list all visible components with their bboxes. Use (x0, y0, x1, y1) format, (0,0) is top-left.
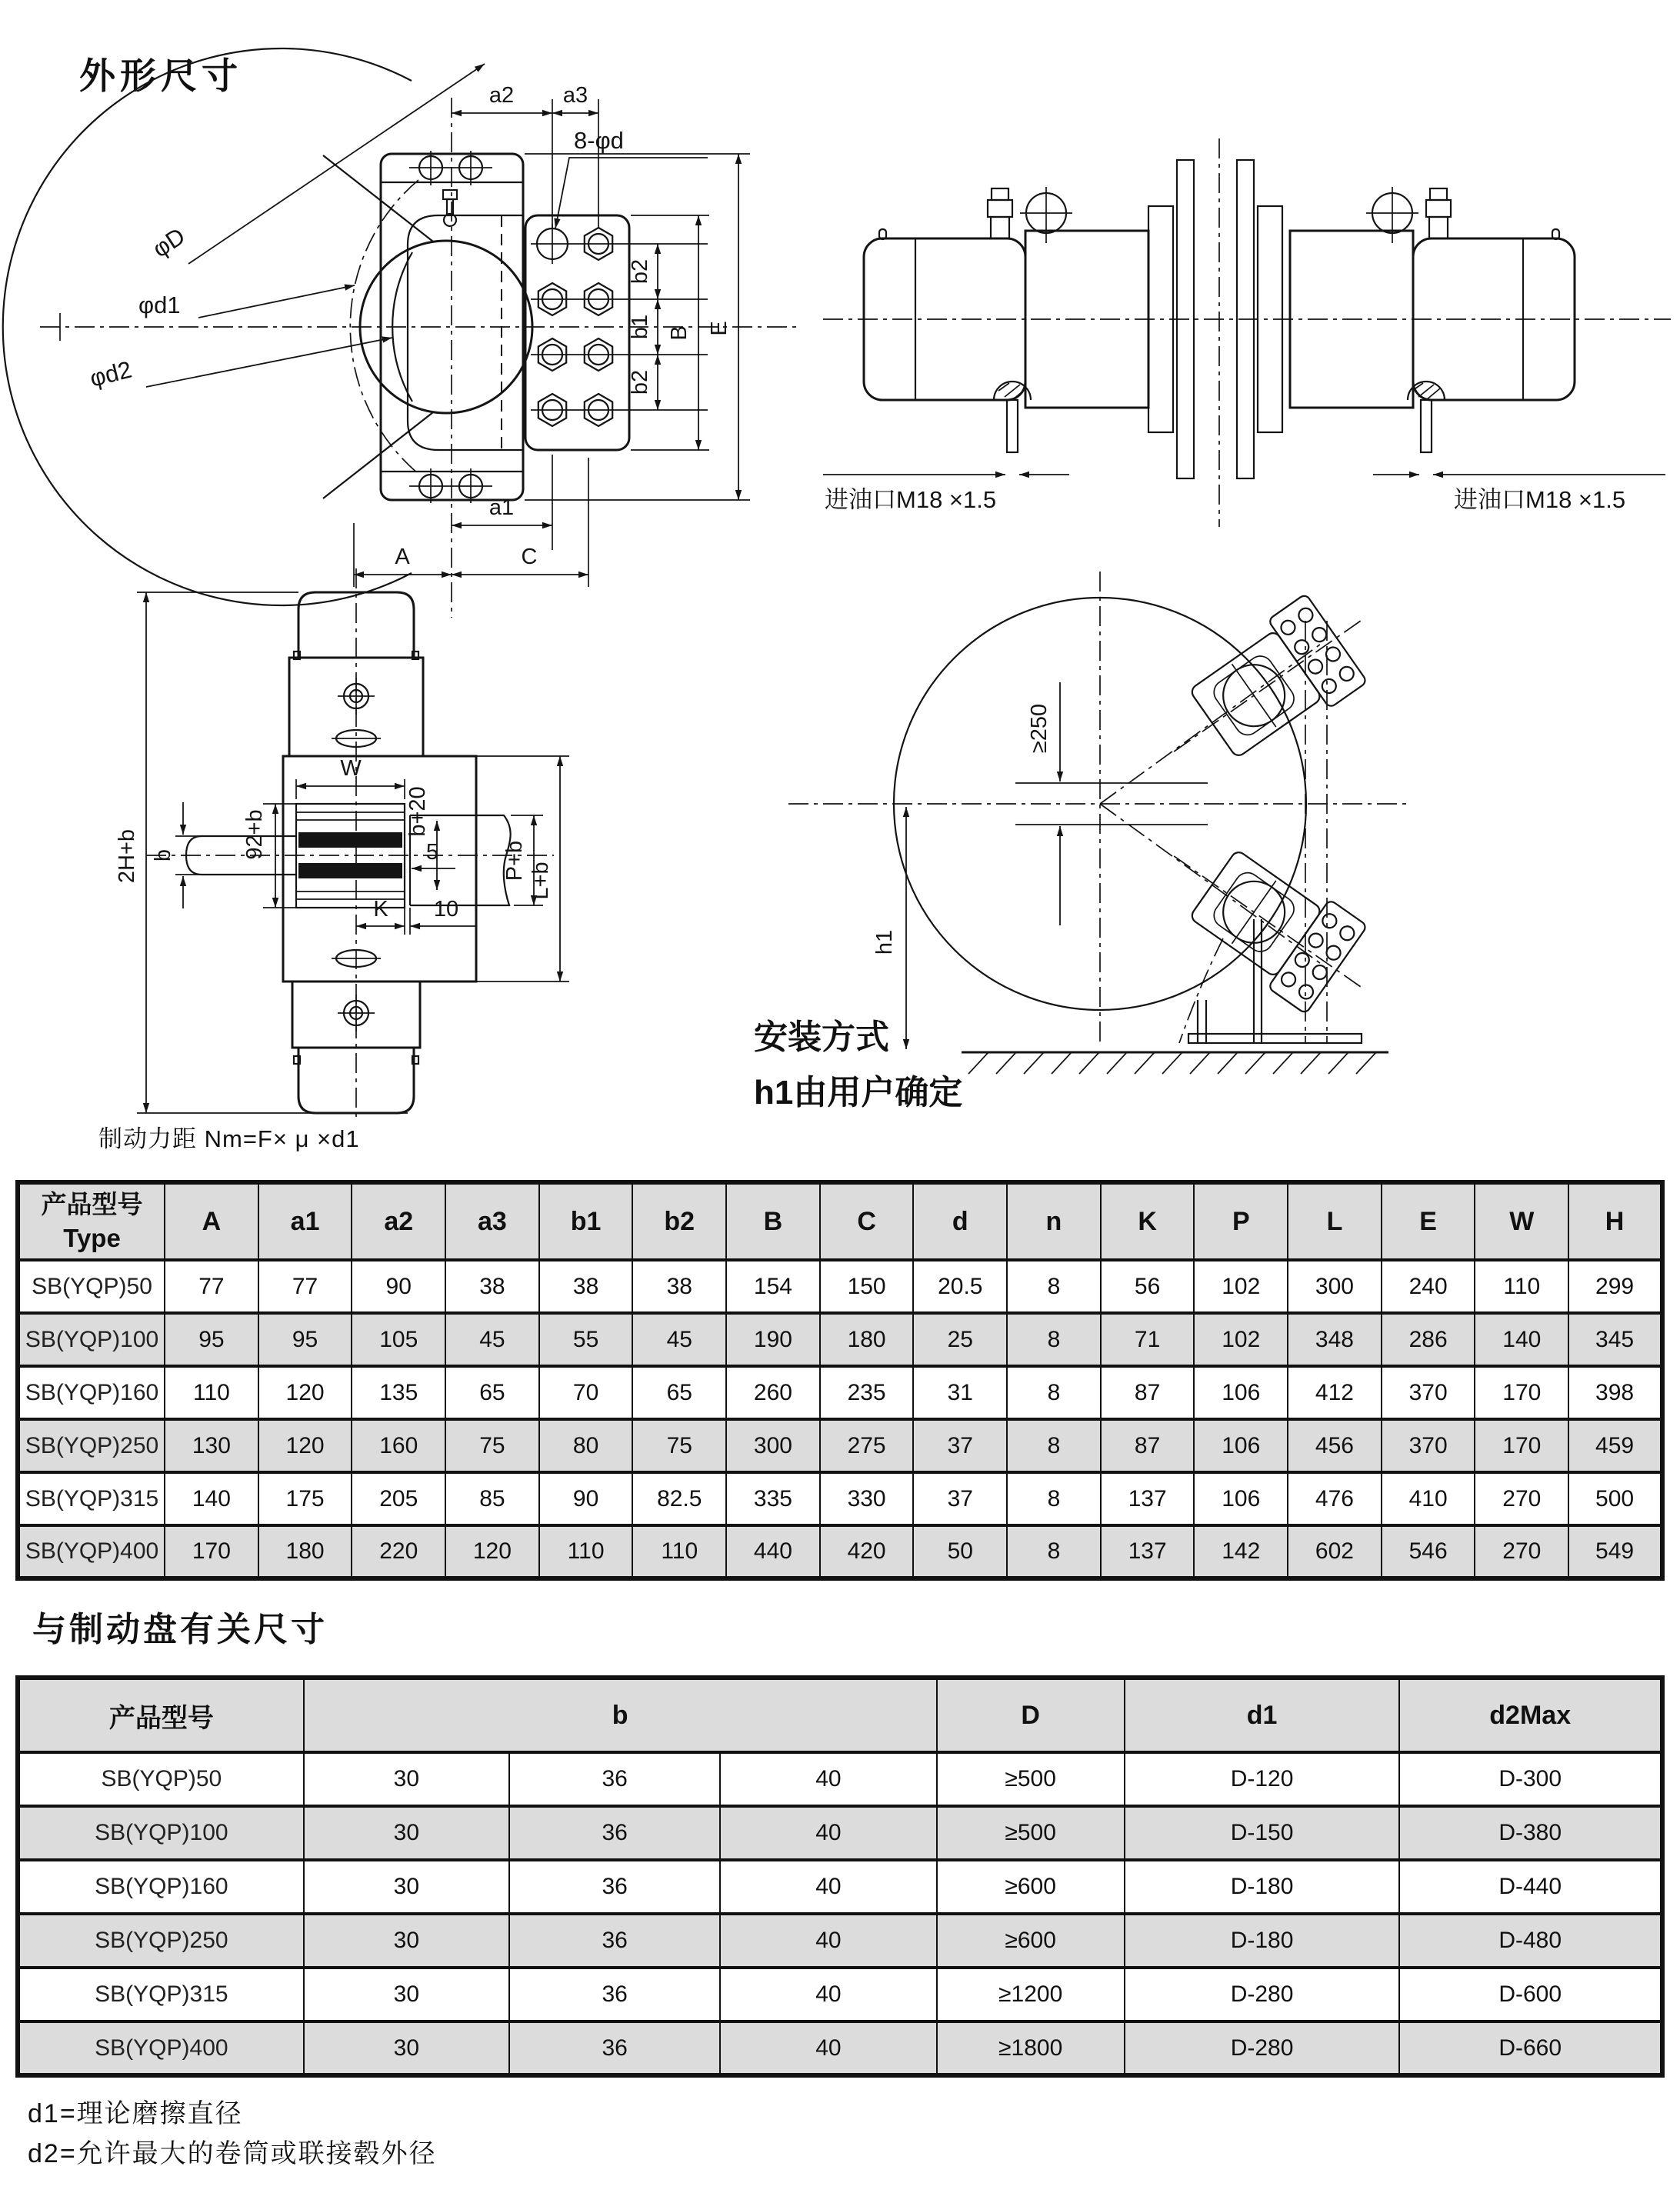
b-label: b (151, 848, 175, 862)
value-H: 398 (1568, 1366, 1662, 1419)
value-b1: 30 (304, 2021, 509, 2075)
value-b2: 36 (509, 1860, 720, 1914)
disc-section-title: 与制动盘有关尺寸 (32, 1611, 328, 1648)
value-K: 71 (1101, 1313, 1195, 1366)
value-a1: 77 (258, 1260, 352, 1313)
value-b3: 40 (720, 1806, 936, 1860)
value-E: 370 (1382, 1366, 1475, 1419)
h1-label: h1 (872, 929, 897, 955)
col-header-a1: a1 (258, 1182, 352, 1260)
ground-hatch (968, 1052, 1376, 1074)
disc-type-header: 产品型号 (18, 1678, 304, 1752)
col-header-W: W (1475, 1182, 1568, 1260)
value-B: 300 (726, 1419, 820, 1472)
disc-d2max-header: d2Max (1399, 1678, 1662, 1752)
value-b1: 30 (304, 1968, 509, 2021)
disc-row-SB(YQP)250 (18, 1914, 1662, 1968)
type-header (18, 1182, 165, 1260)
type-cell: SB(YQP)50 (18, 1260, 165, 1313)
value-b1: 30 (304, 1806, 509, 1860)
value-D: ≥1200 (937, 1968, 1125, 2021)
value-b2: 36 (509, 2021, 720, 2075)
value-a3: 85 (445, 1472, 539, 1525)
value-b1: 80 (539, 1419, 633, 1472)
value-a2: 90 (352, 1260, 445, 1313)
drawing-front-view (31, 42, 808, 631)
value-d2max: D-300 (1399, 1752, 1662, 1806)
dimensions-row-SB(YQP)160 (18, 1366, 1662, 1419)
E-label: E (707, 321, 732, 336)
value-a2: 160 (352, 1419, 445, 1472)
value-n: 8 (1007, 1419, 1101, 1472)
col-header-P: P (1194, 1182, 1288, 1260)
value-a3: 65 (445, 1366, 539, 1419)
type-header-cn: 产品型号 (41, 1190, 143, 1218)
caliper-upper (1143, 575, 1394, 796)
col-header-E: E (1382, 1182, 1475, 1260)
diameter-callouts (87, 64, 485, 392)
phi-d1-label: φd1 (138, 292, 181, 318)
value-a2: 205 (352, 1472, 445, 1525)
K-label: K (373, 897, 388, 922)
holes-callout (555, 127, 708, 228)
col-header-d: d (913, 1182, 1007, 1260)
value-E: 370 (1382, 1419, 1475, 1472)
value-A: 140 (165, 1472, 258, 1525)
value-A: 170 (165, 1525, 258, 1578)
value-d1: D-180 (1125, 1914, 1400, 1968)
value-W: 170 (1475, 1366, 1568, 1419)
b2-bot-label: b2 (628, 369, 652, 395)
value-P: 106 (1194, 1419, 1288, 1472)
A-label: A (395, 545, 410, 569)
value-K: 56 (1101, 1260, 1195, 1313)
col-header-a2: a2 (352, 1182, 445, 1260)
value-E: 286 (1382, 1313, 1475, 1366)
value-b2: 65 (632, 1366, 726, 1419)
disc-row-SB(YQP)50 (18, 1752, 1662, 1806)
value-b2: 45 (632, 1313, 726, 1366)
drawing-side-view (815, 92, 1680, 554)
dimensions-row-SB(YQP)100 (18, 1313, 1662, 1366)
type-cell: SB(YQP)100 (18, 1806, 304, 1860)
page-title: 外形尺寸 (79, 55, 242, 96)
col-header-B: B (726, 1182, 820, 1260)
caliper-lower (1143, 812, 1394, 1033)
value-K: 87 (1101, 1366, 1195, 1419)
plan-dims (115, 592, 569, 1113)
brake-pad (298, 832, 402, 848)
value-b2: 75 (632, 1419, 726, 1472)
col-header-L: L (1288, 1182, 1382, 1260)
value-n: 8 (1007, 1472, 1101, 1525)
value-n: 8 (1007, 1525, 1101, 1578)
gap-250-label: ≥250 (1027, 703, 1052, 754)
value-C: 180 (820, 1313, 914, 1366)
h1-dim (872, 807, 906, 1049)
a1-label: a1 (488, 495, 515, 520)
value-b1: 70 (539, 1366, 633, 1419)
value-K: 87 (1101, 1419, 1195, 1472)
value-a1: 120 (258, 1366, 352, 1419)
value-b2: 82.5 (632, 1472, 726, 1525)
value-d2max: D-480 (1399, 1914, 1662, 1968)
dim-bolt-rows (525, 154, 750, 500)
value-C: 330 (820, 1472, 914, 1525)
value-d: 50 (913, 1525, 1007, 1578)
col-header-b2: b2 (632, 1182, 726, 1260)
disc-row-SB(YQP)315 (18, 1968, 1662, 2021)
value-W: 270 (1475, 1472, 1568, 1525)
type-cell: SB(YQP)400 (18, 2021, 304, 2075)
value-P: 102 (1194, 1260, 1288, 1313)
value-d1: D-280 (1125, 1968, 1400, 2021)
value-C: 275 (820, 1419, 914, 1472)
disc-D-header: D (937, 1678, 1125, 1752)
value-b2: 38 (632, 1260, 726, 1313)
value-P: 106 (1194, 1366, 1288, 1419)
value-C: 420 (820, 1525, 914, 1578)
disc-table-header-row (18, 1678, 1662, 1752)
value-A: 130 (165, 1419, 258, 1472)
phi-d2-label: φd2 (87, 355, 135, 392)
value-P: 142 (1194, 1525, 1288, 1578)
caliper-plan-body (283, 592, 476, 1113)
value-B: 154 (726, 1260, 820, 1313)
value-d: 37 (913, 1472, 1007, 1525)
a3-label: a3 (562, 83, 588, 108)
col-header-n: n (1007, 1182, 1101, 1260)
col-header-K: K (1101, 1182, 1195, 1260)
value-D: ≥600 (937, 1860, 1125, 1914)
disc-b-header: b (304, 1678, 937, 1752)
value-B: 335 (726, 1472, 820, 1525)
value-b3: 40 (720, 2021, 936, 2075)
value-d: 25 (913, 1313, 1007, 1366)
value-A: 95 (165, 1313, 258, 1366)
value-d2max: D-660 (1399, 2021, 1662, 2075)
gap5-label: 5 (425, 840, 439, 865)
value-a3: 45 (445, 1313, 539, 1366)
phi-D-label: φD (148, 222, 190, 263)
value-L: 456 (1288, 1419, 1382, 1472)
col-header-b1: b1 (539, 1182, 633, 1260)
value-H: 345 (1568, 1313, 1662, 1366)
value-a3: 75 (445, 1419, 539, 1472)
value-D: ≥600 (937, 1914, 1125, 1968)
value-E: 240 (1382, 1260, 1475, 1313)
B-label: B (667, 325, 692, 341)
col-header-A: A (165, 1182, 258, 1260)
brake-pad (298, 863, 402, 878)
torque-formula: 制动力距 Nm=F× μ ×d1 (98, 1125, 360, 1152)
oil-port-dims (823, 475, 1665, 513)
value-L: 412 (1288, 1366, 1382, 1419)
value-W: 140 (1475, 1313, 1568, 1366)
value-H: 549 (1568, 1525, 1662, 1578)
value-H: 299 (1568, 1260, 1662, 1313)
value-d: 37 (913, 1419, 1007, 1472)
value-a3: 120 (445, 1525, 539, 1578)
type-cell: SB(YQP)400 (18, 1525, 165, 1578)
value-d1: D-120 (1125, 1752, 1400, 1806)
disc-row-SB(YQP)400 (18, 2021, 1662, 2075)
value-b1: 110 (539, 1525, 633, 1578)
lifting-eye (1366, 187, 1418, 243)
value-W: 270 (1475, 1525, 1568, 1578)
stand (962, 621, 1388, 1074)
W-label: W (340, 756, 362, 781)
value-K: 137 (1101, 1472, 1195, 1525)
disc-row-SB(YQP)100 (18, 1806, 1662, 1860)
value-E: 410 (1382, 1472, 1475, 1525)
type-cell: SB(YQP)315 (18, 1968, 304, 2021)
dimensions-row-SB(YQP)250 (18, 1419, 1662, 1472)
disc-d1-header: d1 (1125, 1678, 1400, 1752)
P-b-label: P+b (502, 840, 527, 882)
value-d: 31 (913, 1366, 1007, 1419)
value-E: 546 (1382, 1525, 1475, 1578)
type-cell: SB(YQP)250 (18, 1419, 165, 1472)
value-L: 348 (1288, 1313, 1382, 1366)
drawing-installation (715, 550, 1446, 1127)
value-L: 602 (1288, 1525, 1382, 1578)
col-header-H: H (1568, 1182, 1662, 1260)
dimensions-row-SB(YQP)315 (18, 1472, 1662, 1525)
value-D: ≥500 (937, 1806, 1125, 1860)
value-H: 500 (1568, 1472, 1662, 1525)
bleeder-valve (443, 190, 457, 226)
holes-label: 8-φd (574, 127, 624, 154)
value-d2max: D-380 (1399, 1806, 1662, 1860)
footnotes (28, 2094, 437, 2174)
dimensions-row-SB(YQP)400 (18, 1525, 1662, 1578)
value-b3: 40 (720, 1968, 936, 2021)
type-cell: SB(YQP)160 (18, 1366, 165, 1419)
valve-fitting (988, 188, 1012, 238)
value-d2max: D-440 (1399, 1860, 1662, 1914)
value-D: ≥500 (937, 1752, 1125, 1806)
a2-label: a2 (488, 83, 515, 108)
value-b2: 36 (509, 1806, 720, 1860)
value-n: 8 (1007, 1260, 1101, 1313)
value-B: 440 (726, 1525, 820, 1578)
value-A: 77 (165, 1260, 258, 1313)
value-b1: 55 (539, 1313, 633, 1366)
value-A: 110 (165, 1366, 258, 1419)
dimensions-row-SB(YQP)50 (18, 1260, 1662, 1313)
value-a1: 120 (258, 1419, 352, 1472)
oil-port-left-label: 进油口M18 ×1.5 (825, 486, 997, 513)
value-a1: 95 (258, 1313, 352, 1366)
value-b1: 90 (539, 1472, 633, 1525)
col-header-a3: a3 (445, 1182, 539, 1260)
value-a2: 135 (352, 1366, 445, 1419)
type-header-en: Type (63, 1224, 121, 1252)
type-cell: SB(YQP)250 (18, 1914, 304, 1968)
value-W: 110 (1475, 1260, 1568, 1313)
value-b1: 30 (304, 1860, 509, 1914)
dimensions-table-header-row (18, 1182, 1662, 1260)
type-cell: SB(YQP)315 (18, 1472, 165, 1525)
value-a3: 38 (445, 1260, 539, 1313)
value-a1: 175 (258, 1472, 352, 1525)
value-L: 300 (1288, 1260, 1382, 1313)
b-20-label: b+20 (405, 786, 430, 837)
value-P: 102 (1194, 1313, 1288, 1366)
drawing-plan-view (62, 558, 646, 1127)
value-n: 8 (1007, 1313, 1101, 1366)
value-d: 20.5 (913, 1260, 1007, 1313)
value-P: 106 (1194, 1472, 1288, 1525)
dimensions-table (15, 1180, 1665, 1581)
value-B: 190 (726, 1313, 820, 1366)
value-b1: 30 (304, 1914, 509, 1968)
value-a2: 105 (352, 1313, 445, 1366)
value-b2: 36 (509, 1914, 720, 1968)
t10-label: 10 (433, 897, 459, 922)
92-b-label: 92+b (242, 809, 267, 860)
L-b-label: L+b (528, 862, 553, 900)
b2-top-label: b2 (628, 258, 652, 285)
value-b1: 38 (539, 1260, 633, 1313)
2H-b-label: 2H+b (115, 828, 139, 884)
value-b1: 30 (304, 1752, 509, 1806)
disc-table (15, 1675, 1665, 2078)
value-b2: 36 (509, 1968, 720, 2021)
C-label: C (521, 545, 538, 569)
value-d1: D-280 (1125, 2021, 1400, 2075)
disc-row-SB(YQP)160 (18, 1860, 1662, 1914)
value-d1: D-180 (1125, 1860, 1400, 1914)
value-a1: 180 (258, 1525, 352, 1578)
value-W: 170 (1475, 1419, 1568, 1472)
value-B: 260 (726, 1366, 820, 1419)
footnote-d2: d2=允许最大的卷筒或联接毂外径 (28, 2139, 437, 2168)
value-C: 150 (820, 1260, 914, 1313)
install-note-1: 安装方式 (754, 1018, 889, 1056)
value-b2: 110 (632, 1525, 726, 1578)
valve-fitting (1426, 188, 1451, 238)
value-d2max: D-600 (1399, 1968, 1662, 2021)
value-K: 137 (1101, 1525, 1195, 1578)
footnote-d1: d1=理论磨擦直径 (28, 2099, 243, 2128)
value-n: 8 (1007, 1366, 1101, 1419)
value-D: ≥1800 (937, 2021, 1125, 2075)
value-b3: 40 (720, 1860, 936, 1914)
col-header-C: C (820, 1182, 914, 1260)
value-H: 459 (1568, 1419, 1662, 1472)
lifting-eye (1020, 187, 1072, 243)
oil-port-right-label: 进油口M18 ×1.5 (1454, 486, 1626, 513)
value-b3: 40 (720, 1752, 936, 1806)
value-b2: 36 (509, 1752, 720, 1806)
value-a2: 220 (352, 1525, 445, 1578)
value-d1: D-150 (1125, 1806, 1400, 1860)
value-b3: 40 (720, 1914, 936, 1968)
type-cell: SB(YQP)160 (18, 1860, 304, 1914)
type-cell: SB(YQP)50 (18, 1752, 304, 1806)
type-cell: SB(YQP)100 (18, 1313, 165, 1366)
value-L: 476 (1288, 1472, 1382, 1525)
install-note-2: h1由用户确定 (754, 1074, 963, 1111)
b1-label: b1 (628, 314, 652, 340)
value-C: 235 (820, 1366, 914, 1419)
